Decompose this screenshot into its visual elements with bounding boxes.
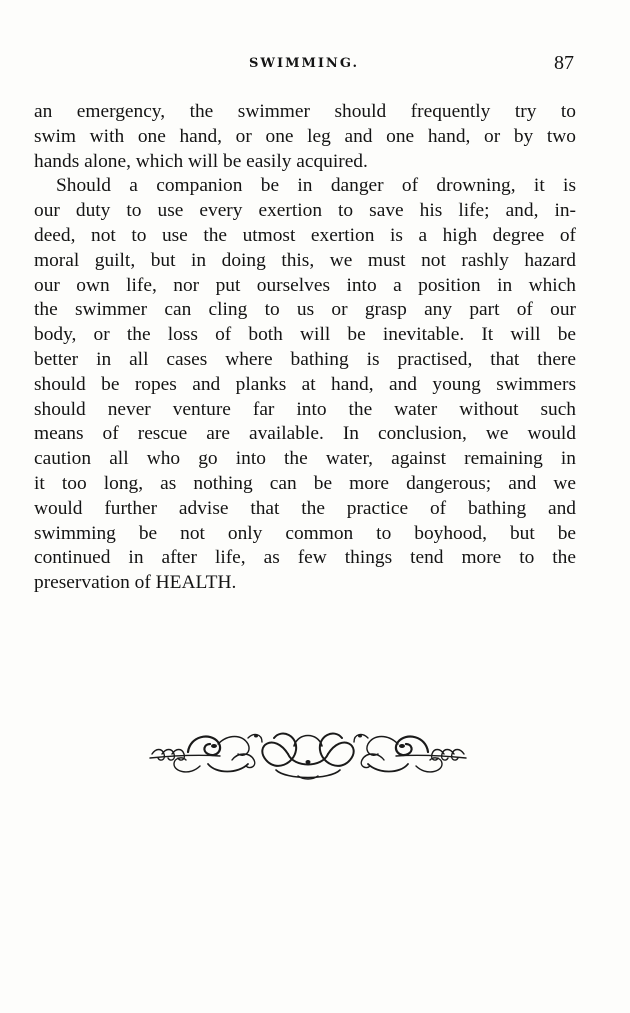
text-line: the swimmer can cling to us or grasp any part of our <box>34 299 576 321</box>
text-line: would further advise that the practice of bathing and <box>34 497 576 519</box>
body-text <box>34 100 576 596</box>
text-line: should be ropes and planks at hand, and young swimmers <box>34 373 576 395</box>
paragraph-2 <box>34 174 576 596</box>
text-line: should never venture far into the water without such <box>34 398 576 420</box>
text-line: swim with one hand, or one leg and one hand, or by two <box>34 125 576 147</box>
paragraph-1 <box>34 100 576 174</box>
text-line: our duty to use every exertion to save his life; and, in- <box>34 200 576 222</box>
text-line: Should a companion be in danger of drowning, it is <box>56 175 576 197</box>
text-line: it too long, as nothing can be more dangerous; and we <box>34 472 576 494</box>
page-header <box>34 52 574 82</box>
text-line: means of rescue are available. In conclusion, we would <box>34 423 576 445</box>
floral-scroll-ornament-icon <box>148 724 468 784</box>
text-line: swimming be not only common to boyhood, but be <box>34 522 576 544</box>
text-line: continued in after life, as few things tend more to the <box>34 547 576 569</box>
text-line: body, or the loss of both will be inevitable. It will be <box>34 324 576 346</box>
running-head: SWIMMING. <box>249 56 359 71</box>
text-line: moral guilt, but in doing this, we must not rashly hazard <box>34 249 576 271</box>
text-line: better in all cases where bathing is practised, that there <box>34 348 576 370</box>
page-number: 87 <box>554 52 574 74</box>
text-line: preservation of HEALTH. <box>34 572 237 594</box>
text-line: our own life, nor put ourselves into a position in which <box>34 274 576 296</box>
text-line: deed, not to use the utmost exertion is a high degree of <box>34 224 576 246</box>
text-line: hands alone, which will be easily acquired. <box>34 150 368 172</box>
text-line: an emergency, the swimmer should frequently try to <box>34 101 576 122</box>
text-line: caution all who go into the water, against remaining in <box>34 448 576 470</box>
